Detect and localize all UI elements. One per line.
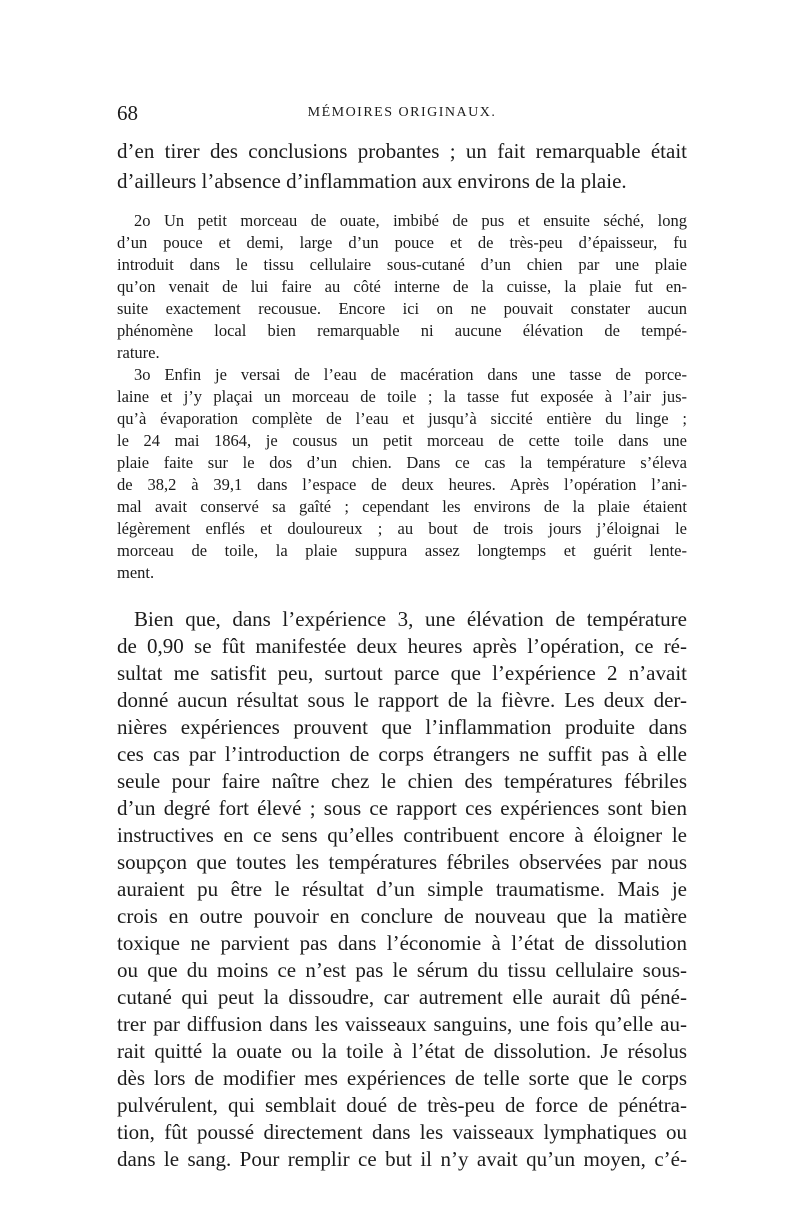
text-line: auraient pu être le résultat d’un simple traumatisme. Mais je [117,877,687,901]
text-line: laine et j’y plaçai un morceau de toile ; la tasse fut exposée à l’air jus- [117,387,687,406]
text-line: ment. [117,563,155,582]
text-line: morceau de toile, la plaie suppura assez longtemps et guérit lente- [117,541,687,560]
text-line: de 0,90 se fût manifestée deux heures après l’opération, ce ré- [117,634,687,658]
page-header [117,101,687,129]
text-line: soupçon que toutes les températures fébriles observées par nous [117,850,687,874]
text-line: pulvérulent, qui semblait doué de très-peu de force de pénétra- [117,1093,687,1117]
text-line: seule pour faire naître chez le chien des températures fébriles [117,769,687,793]
text-line: sultat me satisfit peu, surtout parce que l’expérience 2 n’avait [117,661,687,685]
text-line: dès lors de modifier mes expériences de telle sorte que le corps [117,1066,687,1090]
text-line: d’ailleurs l’absence d’inflammation aux environs de la plaie. [117,169,627,193]
text-line: introduit dans le tissu cellulaire sous-cutané d’un chien par une plaie [117,255,687,274]
text-line: de 38,2 à 39,1 dans l’espace de deux heures. Après l’opération l’ani- [117,475,687,494]
text-line: donné aucun résultat sous le rapport de la fièvre. Les deux der- [117,688,687,712]
text-line: ou que du moins ce n’est pas le sérum du tissu cellulaire sous- [117,958,687,982]
text-line: toxique ne parvient pas dans l’économie à l’état de dissolution [117,931,687,955]
text-line: qu’à évaporation complète de l’eau et jusqu’à siccité entière du linge ; [117,409,687,428]
text-line: ces cas par l’introduction de corps étrangers ne suffit pas à elle [117,742,687,766]
text-line: nières expériences prouvent que l’inflammation produite dans [117,715,687,739]
text-line: 2o Un petit morceau de ouate, imbibé de pus et ensuite séché, long [134,211,687,230]
text-line: le 24 mai 1864, je cousus un petit morceau de cette toile dans une [117,431,687,450]
text-line: rature. [117,343,160,362]
text-line: d’un degré fort élevé ; sous ce rapport ces expériences sont bien [117,796,687,820]
text-line: rait quitté la ouate ou la toile à l’état de dissolution. Je résolus [117,1039,687,1063]
text-line: d’un pouce et demi, large d’un pouce et de très-peu d’épaisseur, fu [117,233,687,252]
text-line: qu’on venait de lui faire au côté interne de la cuisse, la plaie fut en- [117,277,687,296]
text-line: cutané qui peut la dissoudre, car autrement elle aurait dû péné- [117,985,687,1009]
text-line: mal avait conservé sa gaîté ; cependant les environs de la plaie étaient [117,497,687,516]
text-line: phénomène local bien remarquable ni aucune élévation de tempé- [117,321,687,340]
text-line: d’en tirer des conclusions probantes ; un fait remarquable était [117,139,687,163]
text-line: Bien que, dans l’expérience 3, une élévation de température [134,607,687,631]
text-line: dans le sang. Pour remplir ce but il n’y avait qu’un moyen, c’é- [117,1147,687,1171]
text-line: tion, fût poussé directement dans les vaisseaux lymphatiques ou [117,1120,687,1144]
running-title: MÉMOIRES ORIGINAUX. [307,105,497,120]
text-line: trer par diffusion dans les vaisseaux sanguins, une fois qu’elle au- [117,1012,687,1036]
text-line: 3o Enfin je versai de l’eau de macération dans une tasse de porce- [134,365,687,384]
text-line: légèrement enflés et douloureux ; au bout de trois jours j’éloignai le [117,519,687,538]
text-line: plaie faite sur le dos d’un chien. Dans ce cas la température s’éleva [117,453,687,472]
page-number: 68 [117,101,138,125]
text-line: crois en outre pouvoir en conclure de nouveau que la matière [117,904,687,928]
text-line: suite exactement recousue. Encore ici on ne pouvait constater aucun [117,299,687,318]
text-line: instructives en ce sens qu’elles contribuent encore à éloigner le [117,823,687,847]
